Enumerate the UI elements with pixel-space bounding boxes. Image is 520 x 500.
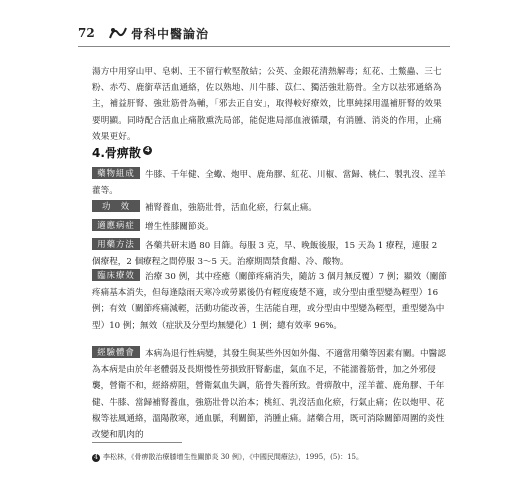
intro-paragraph: 湯方中用穿山甲、皂刺、王不留行軟堅散結；公英、金銀花清熱解毒；紅花、土鱉蟲、三七粉、赤芍、鹿銜草活血通絡，佐以熟地、川牛膝、苡仁、獨活強壯筋骨。全方以祛邪通絡為主，補益肝腎、強壯筋骨為輔，「邪去正自安」，取得較好療效，比單純採用溫補肝腎的效果要明顯。同時配合活血止痛散熏洗局部，能促進局部血液循環，有消腫、消炎的作用，止痛效果更好。 <box>92 67 442 142</box>
entry-tag: 藥物組成 <box>92 167 140 179</box>
page-header <box>78 22 438 46</box>
entry-tag: 經驗體會 <box>92 346 140 358</box>
entry-tag: 臨床療效 <box>92 269 140 281</box>
footnote <box>92 452 363 462</box>
entry-clinical-results <box>92 269 448 334</box>
entry-ingredients <box>92 167 448 199</box>
entry-text: 補腎養血，強筋壯骨，活血化瘀，行氣止痛。 <box>145 203 317 213</box>
footnote-text: 李松林，《骨痹散治療膝增生性關節炎 30 例》，《中國民間療法》，1995，(5)：15。 <box>103 453 363 461</box>
footnote-number: 4 <box>92 454 100 462</box>
entry-tag: 用藥方法 <box>92 238 140 250</box>
entry-tag: 功 效 <box>92 200 140 212</box>
section-title-text: 4.骨痹散 <box>92 146 141 160</box>
header-rule <box>78 46 450 47</box>
entry-text: 牛膝、千年健、全蠍、炮甲、鹿角膠、紅花、川椒、當歸、桃仁、製乳沒、淫羊藿等。 <box>92 170 446 197</box>
entry-text: 本病為退行性病變，其發生與某些外因如外傷、不適當用藥等因素有關。中醫認為本病是由於年老體弱及長期慢性勞損致肝腎虧虛，氣血不足，不能濡養筋骨，加之外邪侵襲，營衛不和，經絡痹阻，營衛氣血失調，筋骨失養所致。骨痹散中，淫羊藿、鹿角膠、千年健、牛膝、當歸補腎養血，強筋壯骨以治本；桃紅、乳沒活血化瘀，行氣止痛；佐以炮甲、花椒等祛風通絡，溫陽散寒，通血脈，利關節，消腫止痛。諸藥合用，既可消除關節周圍的炎性改變和肌肉的 <box>92 349 446 441</box>
section-title <box>92 144 152 161</box>
series-title <box>108 25 209 42</box>
footnote-rule <box>92 442 182 443</box>
series-title-text: 骨科中醫論治 <box>131 27 210 41</box>
entry-text: 增生性膝關節炎。 <box>145 222 214 232</box>
entry-text: 治療 30 例，其中痊癒（關節疼痛消失，隨訪 3 個月無反覆）7 例；顯效（關節疼痛基本消失，但每逢陰雨天寒冷或勞累後仍有輕度痠楚不適，或分型由重型變為輕型）16 例；有效（關節疼痛減輕，活動功能改善，生活能自理，或分型由中型變為輕型，重型變為中型）10 例；無效（症狀及分型均無變化）1 例；總有效率 96%。 <box>92 272 447 331</box>
book-logo-icon <box>108 25 128 41</box>
page-number: 72 <box>78 26 95 40</box>
footnote-marker: 4 <box>143 146 152 155</box>
entry-usage <box>92 238 448 270</box>
entry-efficacy <box>92 200 448 216</box>
entry-tag: 適應病症 <box>92 219 140 231</box>
entry-experience <box>92 346 448 443</box>
entry-text: 各藥共研末過 80 目篩。每服 3 克，早、晚飯後服，15 天為 1 療程，連服 2 個療程，2 個療程之間停服 3～5 天。治療期間禁食醋、冷、酸物。 <box>92 241 438 268</box>
entry-indication <box>92 219 448 235</box>
